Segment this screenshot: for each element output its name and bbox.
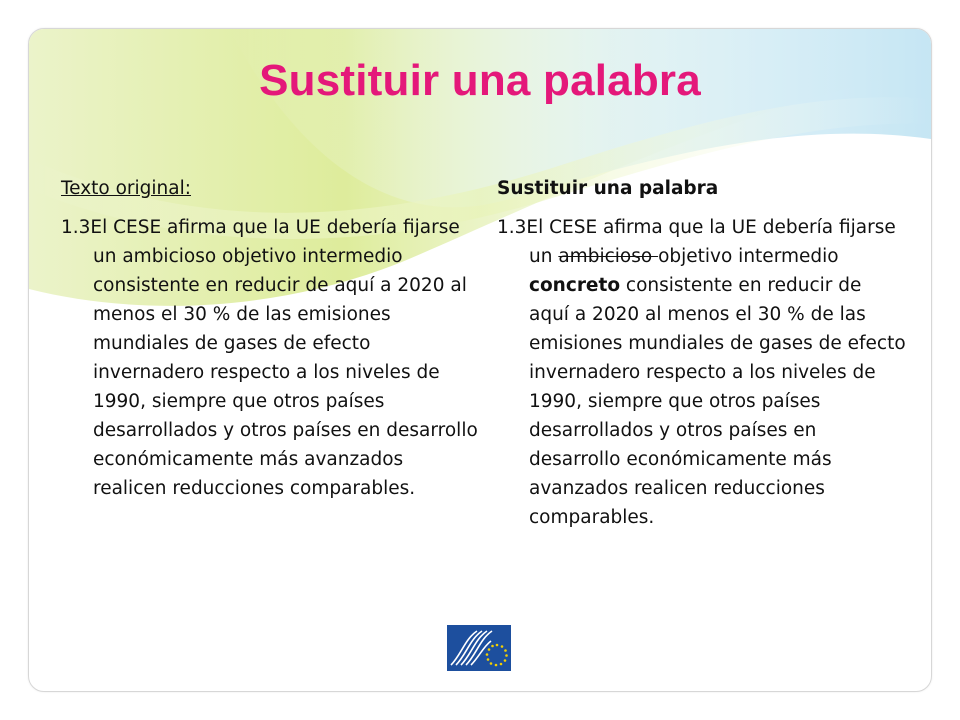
slide-title: Sustituir una palabra — [259, 56, 701, 105]
modified-text-column — [497, 174, 907, 532]
original-paragraph: 1.3El CESE afirma que la UE debería fijarse un ambicioso objetivo intermedio consistente en reducir de aquí a 2020 al menos el 30 % de las emisiones mundiales de gases de efecto invernadero respecto a los niveles de 1990, siempre que otros países desarrollados y otros países en desarrollo económicamente más avanzados realicen reducciones comparables. — [61, 217, 478, 499]
modified-text-heading: Sustituir una palabra — [497, 178, 719, 199]
deleted-word: ambicioso — [558, 246, 659, 267]
paragraph-text-after: consistente en reducir de aquí a 2020 al menos el 30 % de las emisiones mundiales de gases de efecto invernadero respecto a los niveles de 1990, siempre que otros países desarrollados y otros países en desarrollo económicamente más avanzados realicen reducciones comparables. — [529, 275, 906, 528]
eesc-logo-icon — [447, 625, 511, 671]
paragraph-text-before: 1.3El CESE afirma que la UE debería fijarse un — [497, 217, 896, 267]
original-text-column — [61, 174, 481, 503]
modified-paragraph — [497, 213, 907, 532]
paragraph-text-mid: objetivo intermedio — [658, 246, 839, 267]
original-text-heading: Texto original: — [61, 178, 191, 199]
inserted-word: concreto — [529, 275, 621, 296]
